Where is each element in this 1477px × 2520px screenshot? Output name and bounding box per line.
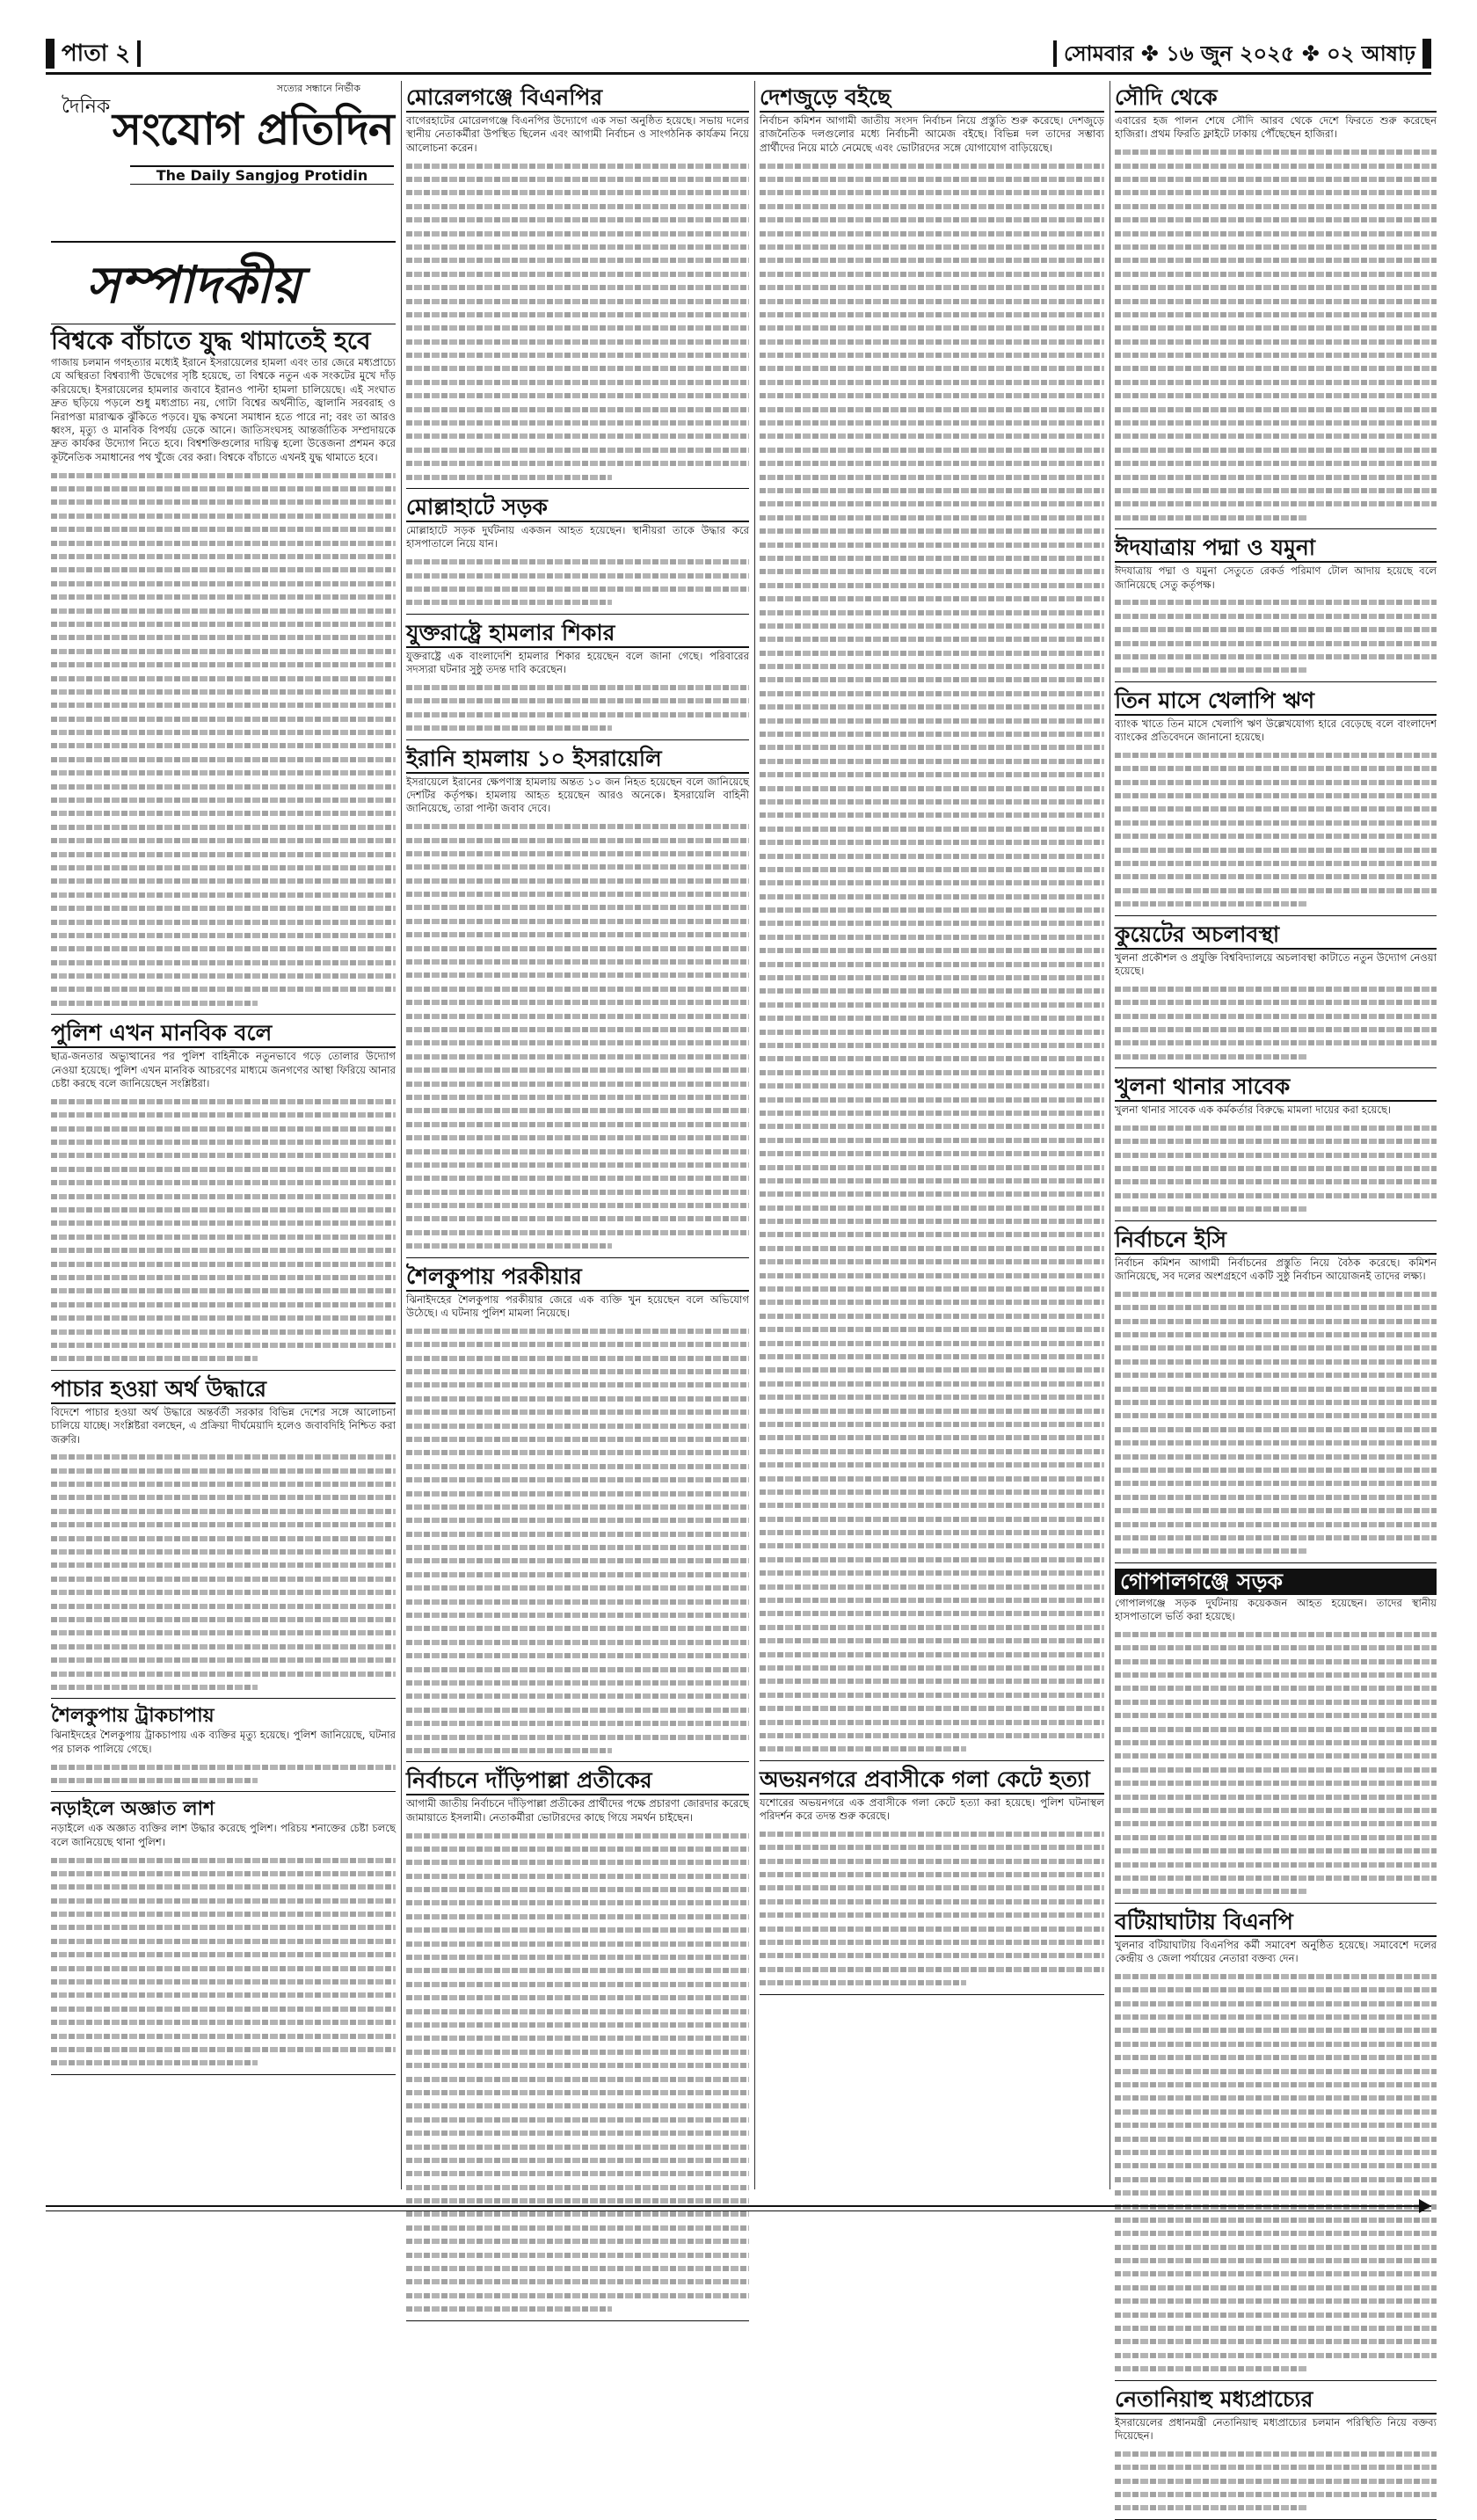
story-separator (51, 1698, 396, 1699)
story-body (406, 1797, 749, 2312)
news-story (1115, 1227, 1437, 1555)
story-text: ঝিনাইদহের শৈলকুপায় ট্রাকচাপায় এক ব্যক্তির মৃত্যু হয়েছে। পুলিশ জানিয়েছে, ঘটনার পর চালক পালিয়ে গেছে। (51, 1729, 396, 1755)
story-separator (760, 1994, 1104, 1995)
story-headline: বটিয়াঘাটায় বিএনপি (1115, 1909, 1437, 1937)
news-story (406, 84, 749, 480)
story-body (51, 356, 396, 1006)
story-text: গাজায় চলমান গণহত্যার মধ্যেই ইরানে ইসরায়েলের হামলা এবং তার জেরে মধ্যপ্রাচ্যে যে অস্থিরতা বিশ্বব্যাপী উদ্বেগের সৃষ্টি হয়েছে, তা বিশ্বকে নতুন এক সংকটের মুখে দাঁড় করিয়েছে। ইসরায়েলের হামলার জবাবে ইরানও পাল্টা হামলা চালিয়েছে। এই সংঘাত দ্রুত ছড়িয়ে পড়লে শুধু মধ্যপ্রাচ্য নয়, গোটা বিশ্বের অর্থনীতি, জ্বালানি সরবরাহ ও নিরাপত্তা মারাত্মক ঝুঁকিতে পড়বে। যুদ্ধ কখনো সমাধান হতে পারে না; বরং তা আরও ধ্বংস, মৃত্যু ও মানবিক বিপর্যয় ডেকে আনে। জাতিসংঘসহ আন্তর্জাতিক সম্প্রদায়কে দ্রুত কার্যকর উদ্যোগ নিতে হবে। বিশ্বশক্তিগুলোর দায়িত্ব হলো উত্তেজনা প্রশমন করে কূটনৈতিক সমাধানের পথ খুঁজে বের করা। বিশ্বকে বাঁচাতে এখনই যুদ্ধ থামাতে হবে। (51, 356, 396, 463)
story-continuation (406, 1329, 749, 1753)
story-text: আগামী জাতীয় নির্বাচনে দাঁড়িপাল্লা প্রতীকের প্রার্থীদের পক্ষে প্রচারণা জোরদার করেছে জামায়াতে ইসলামী। নেতাকর্মীরা ভোটারদের কাছে গিয়ে সমর্থন চাইছেন। (406, 1797, 749, 1824)
news-story (51, 1704, 396, 1783)
story-text: নড়াইলে এক অজ্ঞাত ব্যক্তির লাশ উদ্ধার করেছে পুলিশ। পরিচয় শনাক্তের চেষ্টা চলছে বলে জানিয়েছে থানা পুলিশ। (51, 1822, 396, 1848)
story-body (406, 776, 749, 1249)
issue-date: সোমবার ✤ ১৬ জুন ২০২৫ ✤ ০২ আষাঢ় (1064, 39, 1431, 69)
story-headline: তিন মাসে খেলাপি ঋণ (1115, 688, 1437, 716)
page-number: পাতা ২ (46, 39, 130, 69)
story-separator (406, 1761, 749, 1762)
story-headline: শৈলকুপায় পরকীয়ার (406, 1264, 749, 1292)
story-headline: বিশ্বকে বাঁচাতে যুদ্ধ থামাতেই হবে (51, 326, 371, 355)
news-story (1115, 688, 1437, 907)
story-continuation (406, 164, 749, 480)
story-text: বাগেরহাটের মোরেলগঞ্জে বিএনপির উদ্যোগে এক সভা অনুষ্ঠিত হয়েছে। সভায় দলের স্থানীয় নেতাকর্মীরা উপস্থিত ছিলেন এবং আগামী নির্বাচন ও সাংগঠনিক কার্যক্রম নিয়ে আলোচনা করেন। (406, 114, 749, 154)
story-body (1115, 1103, 1437, 1212)
story-body (406, 114, 749, 480)
story-body (406, 524, 749, 605)
story-text: গোপালগঞ্জে সড়ক দুর্ঘটনায় কয়েকজন আহত হয়েছেন। তাদের স্থানীয় হাসপাতালে ভর্তি করা হয়েছে। (1115, 1596, 1437, 1623)
story-headline: মোরেলগঞ্জে বিএনপির (406, 84, 749, 113)
story-body (1115, 1597, 1437, 1895)
story-body (406, 1293, 749, 1753)
story-continuation (1115, 753, 1437, 907)
story-continuation (1115, 1632, 1437, 1894)
story-text: যশোরের অভয়নগরে এক প্রবাসীকে গলা কেটে হত্যা করা হয়েছে। পুলিশ ঘটনাস্থল পরিদর্শন করে তদন্ত শুরু করেছে। (760, 1795, 1104, 1823)
story-headline: মোল্লাহাটে সড়ক (406, 494, 749, 522)
story-text: এবারের হজ পালন শেষে সৌদি আরব থেকে দেশে ফিরতে শুরু করেছেন হাজিরা। প্রথম ফিরতি ফ্লাইটে ঢাকায় পৌঁছেছেন হাজিরা। (1115, 114, 1437, 141)
story-body (51, 1406, 396, 1690)
story-headline: গোপালগঞ্জে সড়ক (1115, 1569, 1437, 1595)
story-continuation (406, 824, 749, 1249)
story-continuation (51, 1858, 396, 2066)
story-separator (1115, 915, 1437, 916)
page-footer-rule (46, 2205, 1431, 2211)
newspaper-name-english: The Daily Sangjog Protidin (130, 165, 394, 185)
story-body (1115, 1939, 1437, 2372)
story-text: ঝিনাইদহের শৈলকুপায় পরকীয়ার জেরে এক ব্যক্তি খুন হয়েছেন বলে অভিযোগ উঠেছে। এ ঘটনায় পুলিশ মামলা নিয়েছে। (406, 1293, 749, 1320)
story-separator (760, 1760, 1104, 1761)
story-continuation (1115, 149, 1437, 521)
story-continuation (51, 1454, 396, 1690)
masthead-tagline: সত্যের সন্ধানে নির্ভীক (276, 83, 360, 94)
story-separator (1115, 528, 1437, 529)
page-header (46, 37, 1431, 75)
story-text: খুলনা থানার সাবেক এক কর্মকর্তার বিরুদ্ধে মামলা দায়ের করা হয়েছে। (1115, 1103, 1392, 1117)
story-separator (51, 2074, 396, 2075)
story-headline: পাচার হওয়া অর্থ উদ্ধারে (51, 1376, 396, 1404)
story-continuation (406, 685, 749, 731)
story-separator (406, 739, 749, 740)
news-story (1115, 84, 1437, 521)
story-headline: ঈদযাত্রায় পদ্মা ও যমুনা (1115, 535, 1437, 563)
column-4 (1115, 81, 1437, 2443)
news-story (1115, 1569, 1437, 1895)
news-story (1115, 1909, 1437, 2372)
story-separator (1115, 681, 1437, 682)
story-text: ঈদযাত্রায় পদ্মা ও যমুনা সেতুতে রেকর্ড পরিমাণ টোল আদায় হয়েছে বলে জানিয়েছে সেতু কর্তৃপক্ষ। (1115, 564, 1437, 591)
story-continuation (1115, 987, 1437, 1060)
story-separator (1115, 1903, 1437, 1904)
story-continuation (51, 473, 396, 1006)
story-continuation (1115, 1292, 1437, 1554)
story-continuation (51, 1765, 396, 1783)
story-separator (406, 614, 749, 615)
story-headline: নেতানিয়াহু মধ্যপ্রাচ্যের (1115, 2386, 1437, 2414)
story-separator (51, 1791, 396, 1792)
story-headline: দেশজুড়ে বইছে (760, 84, 1104, 113)
story-continuation (406, 559, 749, 605)
story-body (51, 1050, 396, 1361)
news-story (51, 1797, 396, 2065)
newspaper-name: সংযোগ প্রতিদিন (113, 103, 394, 155)
news-story (1115, 1074, 1437, 1212)
story-continuation (760, 1832, 1104, 1985)
story-continuation (1115, 1125, 1437, 1212)
story-separator (1115, 2380, 1437, 2381)
story-headline: কুয়েটের অচলাবস্থা (1115, 921, 1437, 950)
story-body (51, 1729, 396, 1783)
masthead (51, 81, 396, 243)
story-body (1115, 114, 1437, 521)
story-body (1115, 951, 1437, 1060)
news-story (51, 328, 396, 1006)
news-story (1115, 921, 1437, 1060)
story-body (1115, 717, 1437, 907)
news-story (406, 1264, 749, 1753)
story-separator (406, 488, 749, 489)
story-separator (51, 1014, 396, 1015)
story-separator (406, 2320, 749, 2321)
story-text: খুলনার বটিয়াঘাটায় বিএনপির কর্মী সমাবেশ অনুষ্ঠিত হয়েছে। সমাবেশে দলের কেন্দ্রীয় ও জেলা পর্যায়ের নেতারা বক্তব্য দেন। (1115, 1938, 1437, 1965)
story-separator (51, 1370, 396, 1371)
story-headline: নির্বাচনে দাঁড়িপাল্লা প্রতীকের (406, 1767, 749, 1795)
story-headline: সৌদি থেকে (1115, 84, 1437, 113)
story-headline: অভয়নগরে প্রবাসীকে গলা কেটে হত্যা (760, 1766, 1104, 1795)
story-headline: শৈলকুপায় ট্রাকচাপায় (51, 1704, 215, 1728)
news-story (406, 620, 749, 731)
story-body (760, 1796, 1104, 1986)
masthead-daily: দৈনিক (62, 96, 111, 118)
news-story (760, 1766, 1104, 1986)
news-story (1115, 535, 1437, 673)
story-separator (406, 1257, 749, 1258)
story-text: ব্যাংক খাতে তিন মাসে খেলাপি ঋণ উল্লেখযোগ্য হারে বেড়েছে বলে বাংলাদেশ ব্যাংকের প্রতিবেদনে জানানো হয়েছে। (1115, 717, 1437, 744)
story-text: মোল্লাহাটে সড়ক দুর্ঘটনায় একজন আহত হয়েছেন। স্থানীয়রা তাকে উদ্ধার করে হাসপাতালে নিয়ে যান। (406, 523, 749, 550)
news-story (760, 84, 1104, 1752)
news-story (406, 746, 749, 1249)
story-continuation (1115, 600, 1437, 673)
story-text: নির্বাচন কমিশন আগামী নির্বাচনের প্রস্তুতি নিয়ে বৈঠক করেছে। কমিশন জানিয়েছে, সব দলের অংশগ্রহণে একটি সুষ্ঠু নির্বাচন আয়োজনই তাদের লক্ষ্য। (1115, 1256, 1437, 1283)
story-text: বিদেশে পাচার হওয়া অর্থ উদ্ধারে অন্তর্বর্তী সরকার বিভিন্ন দেশের সঙ্গে আলোচনা চালিয়ে যাচ্ছে। সংশ্লিষ্টরা বলছেন, এ প্রক্রিয়া দীর্ঘমেয়াদি হলেও জবাবদিহি নিশ্চিত করা জরুরি। (51, 1405, 396, 1446)
story-body (51, 1822, 396, 2065)
story-headline: নড়াইলে অজ্ঞাত লাশ (51, 1797, 215, 1821)
news-story (51, 1020, 396, 1361)
story-text: ছাত্র-জনতার অভ্যুত্থানের পর পুলিশ বাহিনীকে নতুনভাবে গড়ে তোলার উদ্যোগ নেওয়া হয়েছে। পুলিশ এখন মানবিক আচরণের মাধ্যমে জনগণের আস্থা ফিরিয়ে আনার চেষ্টা করছে বলে জানিয়েছেন সংশ্লিষ্টরা। (51, 1050, 396, 1090)
column-3 (760, 81, 1104, 2189)
story-separator (1115, 1562, 1437, 1563)
story-continuation (760, 164, 1104, 1752)
story-headline: নির্বাচনে ইসি (1115, 1227, 1437, 1255)
story-text: ইসরায়েলে ইরানের ক্ষেপণাস্ত্র হামলায় অন্তত ১০ জন নিহত হয়েছেন বলে জানিয়েছে দেশটির কর্তৃপক্ষ। হামলায় আহত হয়েছেন আরও অনেকে। ইসরায়েলি বাহিনী জানিয়েছে, তারা পাল্টা জবাব দেবে। (406, 775, 749, 815)
story-headline: যুক্তরাষ্ট্রে হামলার শিকার (406, 620, 749, 648)
column-divider (401, 81, 402, 2189)
news-story (51, 1376, 396, 1690)
story-headline: ইরানি হামলায় ১০ ইসরায়েলি (406, 746, 749, 774)
story-continuation (1115, 1974, 1437, 2371)
story-continuation (1115, 2451, 1437, 2511)
story-continuation (51, 1099, 396, 1361)
column-divider (754, 81, 755, 2189)
story-body (1115, 564, 1437, 673)
story-body (406, 650, 749, 731)
story-body (1115, 1256, 1437, 1555)
story-text: ইসরায়েলের প্রধানমন্ত্রী নেতানিয়াহু মধ্যপ্রাচ্যের চলমান পরিস্থিতি নিয়ে বক্তব্য দিয়েছেন। (1115, 2415, 1437, 2443)
story-text: খুলনা প্রকৌশল ও প্রযুক্তি বিশ্ববিদ্যালয়ে অচলাবস্থা কাটাতে নতুন উদ্যোগ নেওয়া হয়েছে। (1115, 950, 1437, 977)
story-body (1115, 2416, 1437, 2511)
story-body (760, 114, 1104, 1752)
story-text: যুক্তরাষ্ট্রে এক বাংলাদেশি হামলার শিকার হয়েছেন বলে জানা গেছে। পরিবারের সদস্যরা ঘটনার সুষ্ঠু তদন্ত দাবি করেছেন। (406, 649, 749, 676)
section-banner (51, 243, 396, 324)
column-1 (51, 81, 396, 2189)
story-continuation (406, 1833, 749, 2312)
story-headline: খুলনা থানার সাবেক (1115, 1074, 1437, 1102)
story-separator (1115, 1220, 1437, 1221)
story-headline: পুলিশ এখন মানবিক বলে (51, 1020, 396, 1048)
news-story (406, 494, 749, 605)
story-text: নির্বাচন কমিশন আগামী জাতীয় সংসদ নির্বাচন নিয়ে প্রস্তুতি শুরু করেছে। দেশজুড়ে রাজনৈতিক দলগুলোর মধ্যে নির্বাচনী আমেজ বইছে। বিভিন্ন দল তাদের সম্ভাব্য প্রার্থীদের নিয়ে মাঠে নেমেছে এবং ভোটারদের সঙ্গে যোগাযোগ বাড়িয়েছে। (760, 114, 1104, 154)
story-separator (1115, 1067, 1437, 1068)
news-story (406, 1767, 749, 2312)
section-title: সম্পাদকীয় (86, 255, 302, 315)
news-story (1115, 2386, 1437, 2511)
column-2 (406, 81, 749, 2189)
